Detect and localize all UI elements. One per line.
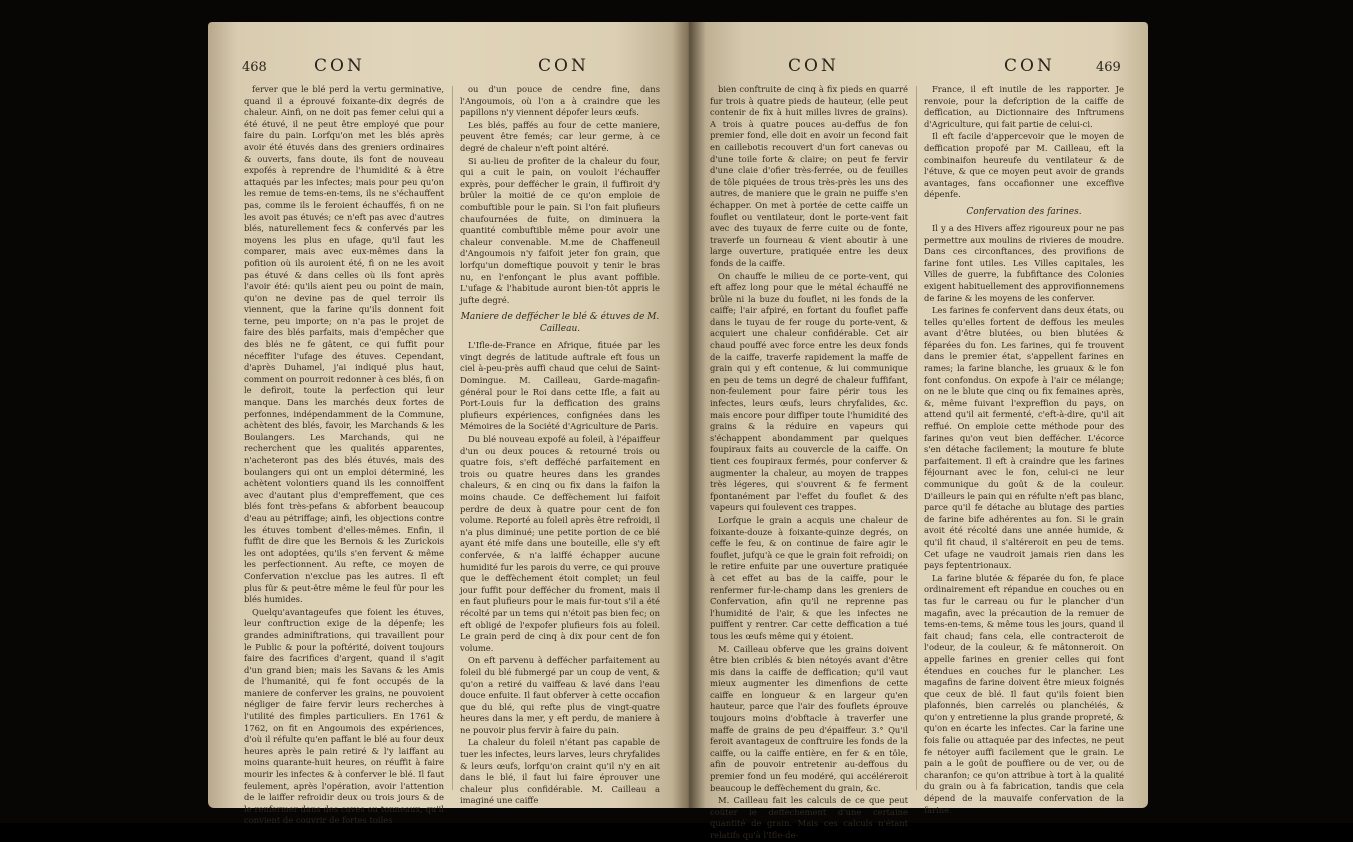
paragraph: bien conftruite de cinq à fix pieds en quarré fur trois à quatre pieds de hauteur, (elle peut contenir de fix à huit milles livres de grains). A trois à quatre pouces au-deffus de fon premier fond, elle doit en avoir un fecond fait en caillebotis recouvert d'un fort canevas ou d'une toile forte & claire; on peut fe fervir d'une claie d'ofier très-ferrée, ou de feuilles de tôle piquées de trous très-près les uns des autres, de maniere que le grain ne puiffe s'en échapper. On met à portée de cette caiffe un fouflet ou ventilateur, dont le porte-vent fait avec des tuyaux de ferre cuite ou de fonte, traverfe un fourneau & vient aboutir à une large ouverture, pratiquée entre les deux fonds de la caiffe. [710,84,908,268]
paragraph: Quelqu'avantageufes que foient les étuves, leur conftruction exige de la dépenfe; les grandes adminiftrations, qui travaillent pour le Public & pour la poftérité, doivent toujours faire des facrifices d'argent, quand il s'agit d'un grand bien; mais les Savans & les Amis de l'humanité, qui fe font occupés de la maniere de conferver les grains, ne pouvoient négliger de faire fervir leurs recherches à l'utilité des fimples particuliers. En 1761 & 1762, on fit en Angoumois des expériences, d'où il réfulte qu'en paffant le blé au four deux heures après le pain retiré & l'y laiffant au moins quarante-huit heures, on réuffit à faire mourir les infectes & à conferver le blé. Il faut feulement, après l'opération, avoir l'attention de le laiffer refroidir deux ou trois jours & de le renfermer dans des caves ou tonneaux, qu'il convient de couvrir de fortes toiles [244,606,444,826]
right-column-2 [924,84,1124,815]
left-header-word-1: CON [314,56,365,76]
left-page [208,22,688,826]
right-running-head [688,56,1148,82]
right-column-1 [710,84,908,840]
paragraph: ou d'un pouce de cendre fine, dans l'Angoumois, où l'on a à craindre que les papillons n'y viennent dépofer leurs œufs. [460,84,660,118]
paragraph: Il eft facile d'appercevoir que le moyen de deffication propofé par M. Cailleau, eft la combinaifon heureufe du ventilateur & de l'étuve, & que ce moyen peut avoir de grands avantages, fans occafionner une exceffive dépenfe. [924,131,1124,200]
right-page-number: 469 [1096,60,1121,75]
right-header-word-2: CON [1004,56,1055,76]
right-page [688,22,1148,840]
paragraph: La chaleur du foleil n'étant pas capable de tuer les infectes, leurs larves, leurs chryfalides & leurs œufs, lorfqu'on craint qu'il n'y en ait dans le blé, il faut lui faire éprouver une chaleur plus confidérable. M. Cailleau a imaginé une caiffe [460,737,660,806]
paragraph: Lorfque le grain a acquis une chaleur de foixante-douze à foixante-quinze degrés, on ceffe le feu, & on continue de faire agir le fouflet, jufqu'à ce que le grain foit refroidi; on le retire enfuite par une ouverture pratiquée à cet effet au bas de la caiffe, pour le renfermer fur-le-champ dans les greniers de Confervation, afin qu'il ne reprenne pas l'humidité de l'air, & que les infectes ne puiffent y rentrer. Car cette deffication a tué tous les œufs même qui y étoient. [710,514,908,641]
section-heading: Confervation des farines. [966,206,1082,217]
left-running-head [208,56,688,82]
paragraph: On eft parvenu à deffécher parfaitement au foleil du blé fubmergé par un coup de vent, & qu'on a retiré du vaiffeau & lavé dans l'eau douce enfuite. Il faut obferver à cette occafion que du blé, qui refte plus de vingt-quatre heures dans la mer, y eft perdu, de maniere à ne pouvoir plus fervir à faire du pain. [460,655,660,735]
paragraph: Les farines fe confervent dans deux états, ou telles qu'elles fortent de deffous les meules avant d'être blutées, ou bien blutées & féparées du fon. Les farines, qui fe trouvent dans le premier état, s'appellent farines en rames; la farine blanche, les gruaux & le fon font confondus. On expofe à l'air ce mélange; on ne le blute que cinq ou fix femaines après, &, même fuivant l'expreffion du pays, on attend qu'il ait fermenté, c'eft-à-dire, qu'il ait reffué. On emploie cette méthode pour des farines qu'on veut bien deffécher. L'écorce s'en détache facilement; la mouture fe blute parfaitement. Il eft à craindre que les farines féjournant avec le fon, celui-ci ne leur communique du goût & de la couleur. D'ailleurs le pain qui en réfulte n'eft pas blanc, parce qu'il fe détache au blutage des parties de farine bife adhérentes au fon. Si le grain avoit été récolté dans une année humide, & qu'il fit chaud, il s'altéreroit en peu de tems. Cet ufage ne vaudroit jamais rien dans les pays feptentrionaux. [924,305,1124,571]
paragraph: ferver que le blé perd la vertu germinative, quand il a éprouvé foixante-dix degrés de chaleur. Ainfi, on ne doit pas femer celui qui a été étuvé, il ne peut être employé que pour faire du pain. Lorfqu'on met les blés après avoir été étuvés dans des greniers ordinaires & ouverts, fans doute, ils font de nouveau expofés à reprendre de l'humidité & à être attaqués par les infectes; mais pour peu qu'on les remue de tems-en-tems, ils ne s'échauffent pas, comme ils le feroient échauffés, fi on ne les avoit pas étuvés; ce n'eft pas avec d'autres blés, naturellement fecs & confervés par les moyens les plus en ufage, qu'il faut les comparer, mais avec eux-mêmes dans la pofition où ils auroient été, fi on ne les avoit pas étuvé & dans celles où ils font après l'avoir été: qu'ils aient peu ou point de main, qu'on ne devine pas de quel terroir ils viennent, que la farine qu'ils donnent foit terne, peu importe; on n'a pas le projet de faire des blés parfaits, mais d'empêcher que des blés ne fe gâtent, ce qui fuffit pour néceffiter l'ufage des étuves. Cependant, d'après Duhamel, j'ai indiqué plus haut, comment on pourroit redonner à ces blés, fi on le defiroit, toute la perfection qui leur manque. Dans les marchés deux fortes de perfonnes, indépendamment de la Commune, achètent des blés, favoir, les Marchands & les Boulangers. Les Marchands, qui ne recherchent que les qualités apparentes, n'acheteront pas des blés étuvés, mais des boulangers qui ont un emploi déterminé, les achètent volontiers quand ils les connoiffent avec d'autant plus d'empreffement, que ces blés font très-pefans & abforbent beaucoup d'eau au pétriffage; ainfi, les objections contre les étuves tombent d'elles-mêmes. Enfin, il fuffit de dire que les Bernois & les Zurickois les ont adoptées, qu'ils s'en fervent & même les perfectionnent. Au refte, ce moyen de Confervation n'exclue pas les autres. Il eft plus fûr & peut-être même le feul fûr pour les blés humides. [244,84,444,605]
paragraph: On chauffe le milieu de ce porte-vent, qui eft affez long pour que le métal échauffé ne brûle ni la buze du fouflet, ni les fonds de la caiffe; l'air afpiré, en fortant du fouflet paffe dans le tuyau de fer rouge du porte-vent, & acquiert une chaleur confidérable. Cet air chaud pouffé avec force entre les deux fonds de la caiffe, traverfe rapidement la maffe de grain qui y eft contenue, & lui communique en peu de tems un degré de chaleur fuffifant, non-feulement pour faire périr tous les infectes, leurs œufs, leurs chryfalides, &c. mais encore pour diffiper toute l'humidité des grains & la réduire en vapeurs qui s'échappent abondamment par quelques foupiraux faits au couvercle de la caiffe. On tient ces foupiraux fermés, pour conferver & augmenter la chaleur, au moyen de trappes très légeres, qui s'ouvrent & fe ferment fpontanément par l'effet du fouflet & des vapeurs qui foulevent ces trappes. [710,270,908,513]
paragraph: Il y a des Hivers affez rigoureux pour ne pas permettre aux moulins de rivieres de moudre. Dans ces circonftances, des provifions de farine font utiles. Les Villes capitales, les Villes de guerre, la fubfiftance des Colonies exigent habituellement des approvifionnemens de farine & les moyens de les conferver. [924,222,1124,303]
column-rule [452,86,453,790]
paragraph: M. Cailleau fait les calculs de ce que peut coûter le deffèchement d'une certaine quantité de grain. Mais ces calculs n'étant relatifs qu'à l'Ifle-de- [710,795,908,840]
paragraph: France, il eft inutile de les rapporter. Je renvoie, pour la defcription de la caiffe de deffication, au Dictionnaire des Inftrumens d'Agriculture, qui fait partie de celui-ci. [924,84,1124,129]
section-heading: Maniere de deffécher le blé & étuves de M. Cailleau. [460,312,660,335]
column-rule [916,86,917,790]
left-column-2 [460,84,660,806]
paragraph: L'Ifle-de-France en Afrique, fituée par les vingt degrés de latitude auftrale eft fous un ciel à-peu-près auffi chaud que celui de Saint-Domingue. M. Cailleau, Garde-magafin-général pour le Roi dans cette Ifle, a fait au Port-Louis fur la deffication des grains plufieurs expériences, confignées dans les Mémoires de la Société d'Agriculture de Paris. [460,340,660,432]
right-header-word-1: CON [788,56,839,76]
left-header-word-2: CON [538,56,589,76]
left-page-number: 468 [242,60,267,75]
paragraph: M. Cailleau obferve que les grains doivent être bien criblés & bien nétoyés avant d'être mis dans la caiffe de deffication; qu'il vaut mieux augmenter les dimenfions de cette caiffe en longueur & en largeur qu'en hauteur, parce que l'air des fouflets éprouve toujours moins d'obftacle à traverfer une maffe de grains de peu d'épaiffeur. 3.° Qu'il feroit avantageux de conftruire les fonds de la caiffe, ou la caiffe entière, en fer & en tôle, afin de pouvoir entretenir au-deffous du premier fond un feu modéré, qui accéléreroit beaucoup le deffèchement du grain, &c. [710,643,908,793]
paragraph: La farine blutée & féparée du fon, fe place ordinairement eft répandue en couches ou en tas fur le carreau ou fur le plancher d'un magafin, avec la précaution de la remuer de tems-en-tems, & même tous les jours, quand il fait chaud; fans cela, elle contracteroit de l'odeur, de la couleur, & fe mâtonneroit. On appelle farines en grenier celles qui font étendues en couches fur le plancher. Les magafins de farine doivent être mieux foignés que ceux de blé. Il faut qu'ils foient bien plafonnés, bien carrelés ou planchéiés, & qu'on y entretienne la plus grande propreté, & qu'on en écarte les infectes. Car la farine une fois falie ou attaquée par des infectes, ne peut fe nétoyer auffi facilement que le grain. Le pain a le goût de pouffiere ou de ver, ou de charanfon; ce qu'on attribue à tort à la qualité du grain ou à fa fabrication, tandis que cela dépend de la mauvaife confervation de la farine. [924,572,1124,815]
paragraph: Les blés, paffés au four de cette maniere, peuvent être femés; car leur germe, à ce degré de chaleur n'eft point altéré. [460,119,660,153]
paragraph: Du blé nouveau expofé au foleil, à l'épaiffeur d'un ou deux pouces & retourné trois ou quatre fois, s'eft defféché parfaitement en trois ou quatre heures dans les grandes chaleurs, & en cinq ou fix dans la faifon la moins chaude. Ce deffèchement lui faifoit perdre de deux à quatre pour cent de fon volume. Reporté au foleil après être refroidi, il n'a plus diminué; une petite portion de ce blé ayant été mife dans une bouteille, elle s'y eft confervée, & n'a laiffé échapper aucune humidité fur les parois du verre, ce qui prouve que le deffèchement étoit complet; un feul jour fuffit pour deffécher du froment, mais il en faut plufieurs pour le mais fur-tout s'il a été récolté par un tems qui n'étoit pas bien fec; on eft obligé de l'expofer plufieurs fois au foleil. Le grain perd de cinq à dix pour cent de fon volume. [460,434,660,653]
paragraph: Si au-lieu de profiter de la chaleur du four, qui a cuit le pain, on vouloit l'échauffer exprès, pour deffécher le grain, il fuffiroit d'y brûler la moitié de ce qu'on emploie de combuftible pour le pain. Si l'on fait plufieurs chaufournées de fuite, on diminuera la quantité combuftible même pour avoir une chaleur convenable. M.me de Chaffeneuil d'Angoumois n'y faifoit jeter fon grain, que lorfqu'un domeftique pouvoit y tenir le bras nu, en l'enfonçant le plus avant poffible. L'ufage & l'habitude auront bien-tôt appris le jufte degré. [460,155,660,305]
left-column-1 [244,84,444,826]
